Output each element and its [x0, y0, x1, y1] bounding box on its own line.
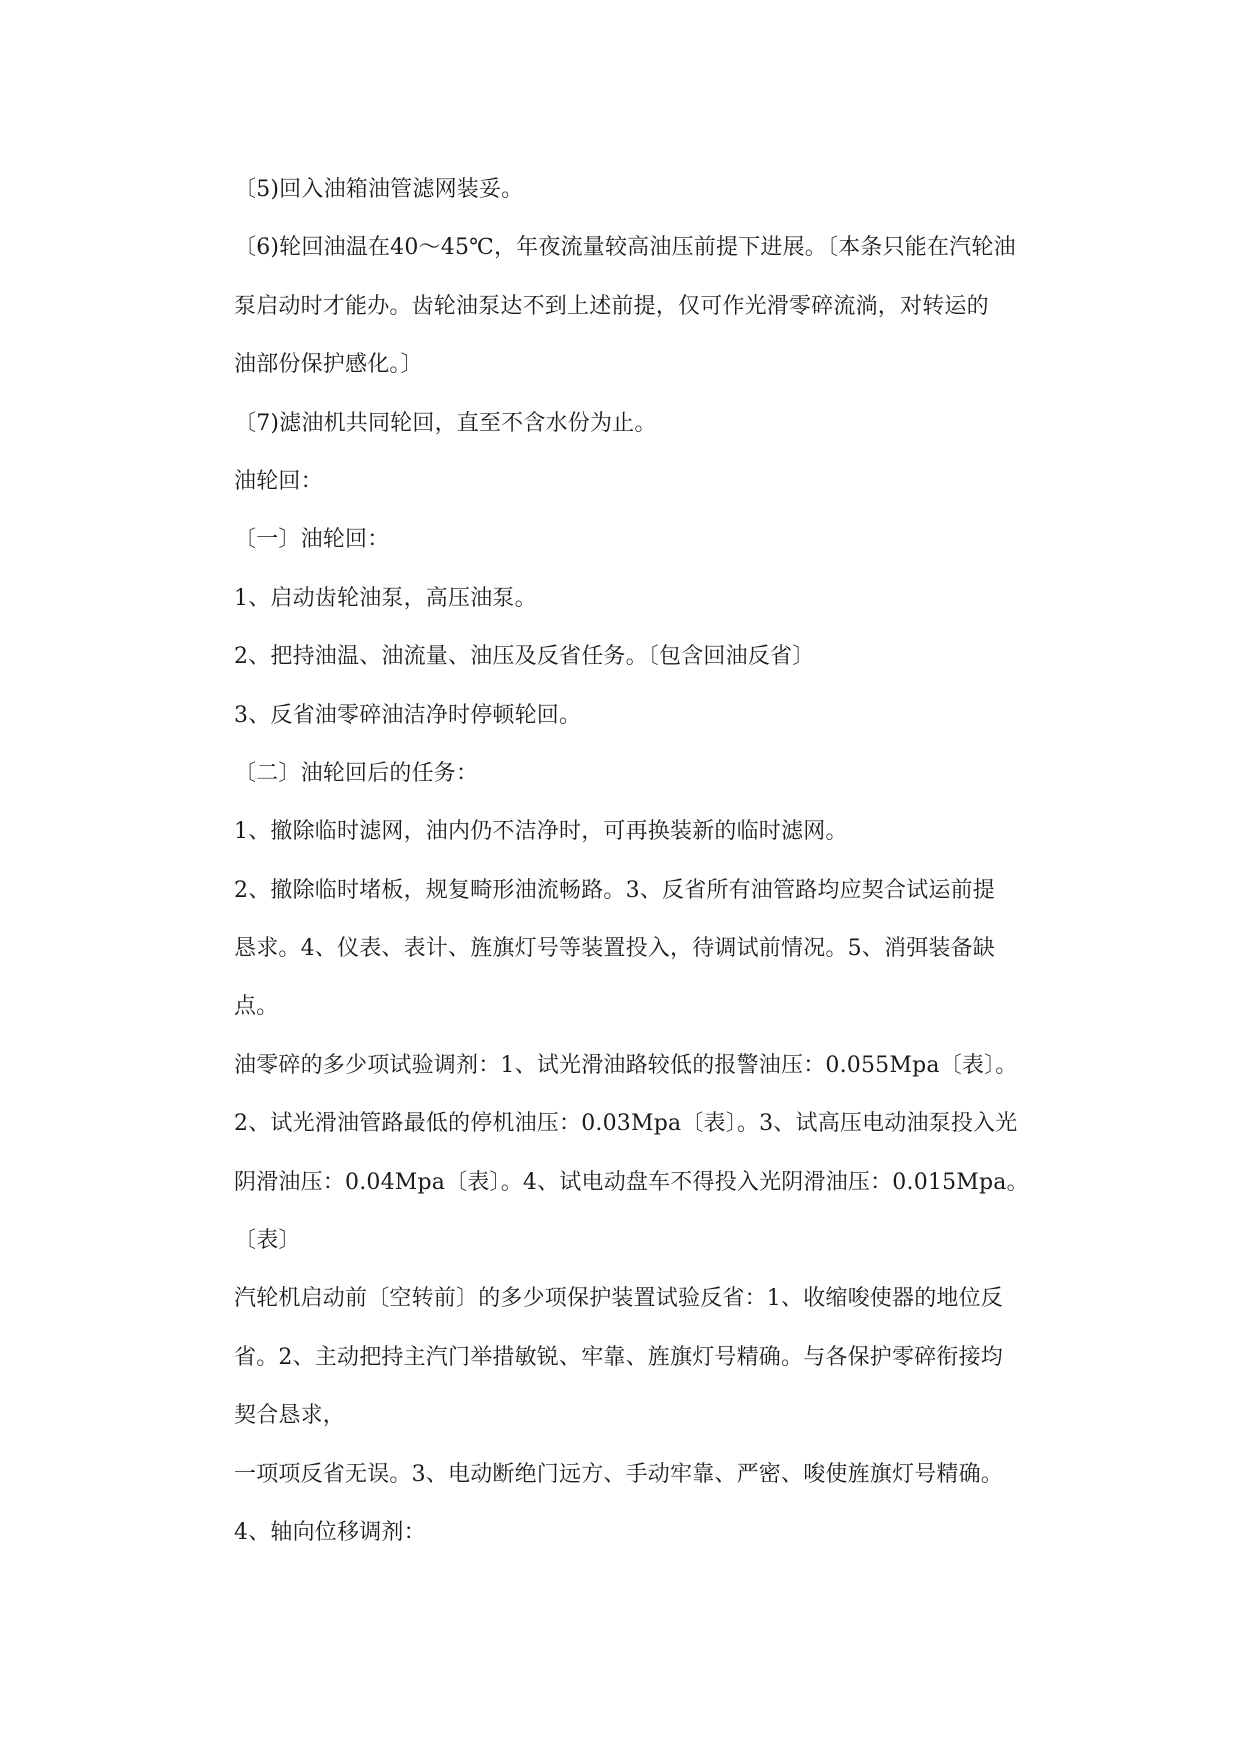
text-line: 2、试光滑油管路最低的停机油压：0.03Mpa〔表〕。3、试高压电动油泵投入光	[234, 1111, 1018, 1137]
text-line: 点。	[234, 994, 279, 1020]
text-line: 省。2、主动把持主汽门举措敏锐、牢靠、旌旗灯号精确。与各保护零碎衔接均	[234, 1344, 1003, 1370]
text-line: 〔6)轮回油温在40～45℃，年夜流量较高油压前提下进展。〔本条只能在汽轮油	[234, 235, 1016, 261]
text-line: 汽轮机启动前〔空转前〕的多少项保护装置试验反省：1、收缩唆使器的地位反	[234, 1286, 1003, 1312]
subsection-heading: 〔二〕油轮回后的任务：	[234, 760, 479, 786]
document-body	[234, 161, 1114, 1562]
text-line: 2、撤除临时堵板，规复畸形油流畅路。3、反省所有油管路均应契合试运前提	[234, 877, 995, 903]
text-line: 恳求。4、仪表、表计、旌旗灯号等装置投入，待调试前情况。5、消弭装备缺	[234, 936, 995, 962]
list-item: 1、启动齿轮油泵，高压油泵。	[234, 585, 537, 611]
text-line: 一项项反省无误。3、电动断绝门远方、手动牢靠、严密、唆使旌旗灯号精确。	[234, 1461, 1003, 1487]
section-heading: 油轮回：	[234, 468, 323, 494]
text-line: 〔5)回入油箱油管滤网装妥。	[234, 177, 524, 202]
text-line: 4、轴向位移调剂：	[234, 1519, 426, 1545]
text-line: 油零碎的多少项试验调剂：1、试光滑油路较低的报警油压：0.055Mpa〔表〕。	[234, 1052, 1018, 1078]
text-line: 阴滑油压：0.04Mpa〔表〕。4、试电动盘车不得投入光阴滑油压：0.015Mpa。	[234, 1169, 1029, 1195]
text-line: 泵启动时才能办。齿轮油泵达不到上述前提，仅可作光滑零碎流淌，对转运的	[234, 293, 989, 319]
list-item: 2、把持油温、油流量、油压及反省任务。〔包含回油反省〕	[234, 644, 815, 670]
list-item: 1、撤除临时滤网，油内仍不洁净时，可再换装新的临时滤网。	[234, 819, 848, 845]
text-line: 油部份保护感化。〕	[234, 352, 423, 378]
text-line: 〔表〕	[234, 1228, 301, 1254]
list-item: 3、反省油零碎油洁净时停顿轮回。	[234, 702, 582, 728]
text-line: 〔7)滤油机共同轮回，直至不含水份为止。	[234, 410, 657, 436]
text-line: 契合恳求，	[234, 1403, 346, 1429]
subsection-heading: 〔一〕油轮回：	[234, 527, 390, 553]
